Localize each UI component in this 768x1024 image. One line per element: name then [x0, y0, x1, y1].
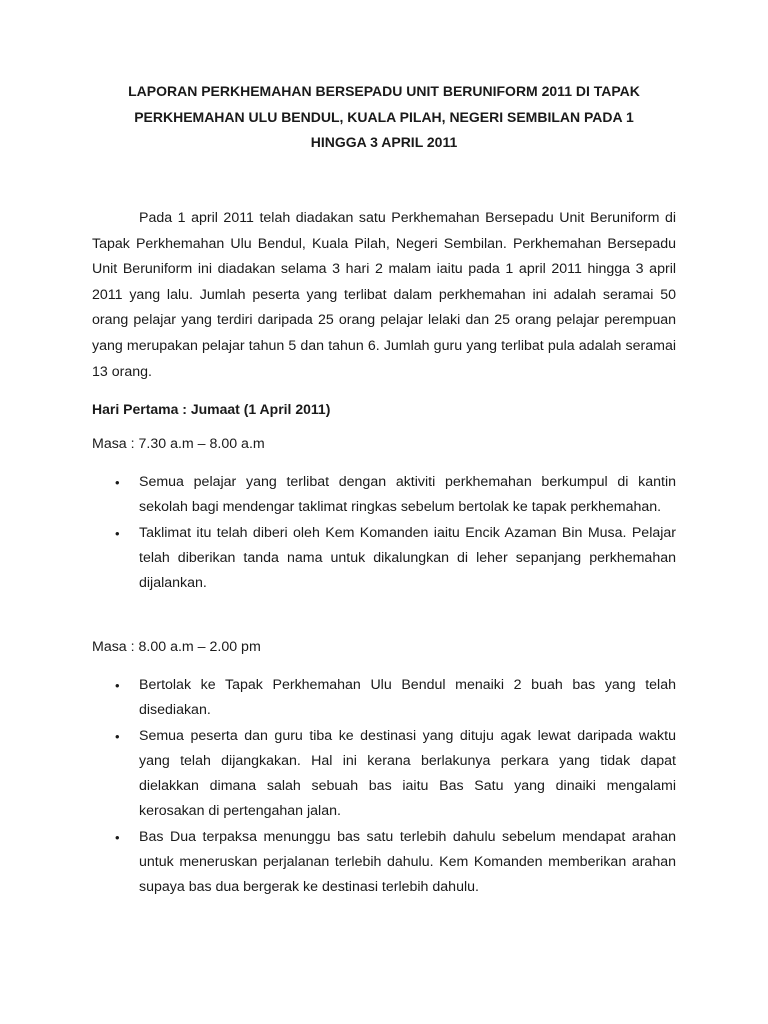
bullet-text: Semua pelajar yang terlibat dengan aktiviti perkhemahan berkumpul di kantin sekolah bagi mendengar taklimat ringkas sebelum bertolak ke tapak perkhemahan. [139, 474, 676, 516]
session-time: Masa : 7.30 a.m – 8.00 a.m [92, 436, 265, 452]
bullet-item [92, 724, 676, 825]
session-time: Masa : 8.00 a.m – 2.00 pm [92, 639, 261, 655]
intro-paragraph: Pada 1 april 2011 telah diadakan satu Perkhemahan Bersepadu Unit Beruniform di Tapak Perkhemahan Ulu Bendul, Kuala Pilah, Negeri Sembilan. Perkhemahan Bersepadu Unit Beruniform ini diadakan selama 3 hari 2 malam iaitu pada 1 april 2011 hingga 3 april 2011 yang lalu. Jumlah peserta yang terlibat dalam perkhemahan ini adalah seramai 50 orang pelajar yang terdiri daripada 25 orang pelajar lelaki dan 25 orang pelajar perempuan yang merupakan pelajar tahun 5 dan tahun 6. Jumlah guru yang terlibat pula adalah seramai 13 orang. [92, 210, 676, 380]
bullet-text: Taklimat itu telah diberi oleh Kem Komanden iaitu Encik Azaman Bin Musa. Pelajar telah diberikan tanda nama untuk dikalungkan di leher sepanjang perkhemahan dijalankan. [139, 524, 676, 592]
bullet-text: Bertolak ke Tapak Perkhemahan Ulu Bendul menaiki 2 buah bas yang telah disediakan. [139, 677, 676, 719]
session-bullet-list [92, 673, 676, 901]
bullet-item [92, 673, 676, 724]
bullet-item [92, 521, 676, 597]
bullet-item [92, 470, 676, 521]
bullet-item [92, 825, 676, 901]
day-heading: Hari Pertama : Jumaat (1 April 2011) [92, 401, 331, 417]
bullet-text: Semua peserta dan guru tiba ke destinasi yang dituju agak lewat daripada waktu yang telah dijangkakan. Hal ini kerana berlakunya perkara yang tidak dapat dielakkan dimana salah sebuah bas iaitu Bas Satu yang dinaiki mengalami kerosakan di pertengahan jalan. [139, 727, 676, 820]
bullet-icon: • [115, 829, 120, 845]
bullet-icon: • [115, 525, 120, 541]
report-title [92, 79, 676, 156]
title-line: HINGGA 3 APRIL 2011 [310, 134, 458, 150]
bullet-icon: • [115, 728, 120, 744]
bullet-text: Bas Dua terpaksa menunggu bas satu terlebih dahulu sebelum mendapat arahan untuk meneruskan perjalanan terlebih dahulu. Kem Komanden memberikan arahan supaya bas dua bergerak ke destinasi terlebih dahulu. [139, 828, 676, 896]
session-bullet-list [92, 470, 676, 596]
bullet-icon: • [115, 475, 120, 490]
bullet-icon: • [115, 678, 120, 693]
title-line: LAPORAN PERKHEMAHAN BERSEPADU UNIT BERUNIFORM 2011 DI TAPAK [128, 83, 640, 99]
title-line: PERKHEMAHAN ULU BENDUL, KUALA PILAH, NEGERI SEMBILAN PADA 1 [134, 108, 634, 125]
